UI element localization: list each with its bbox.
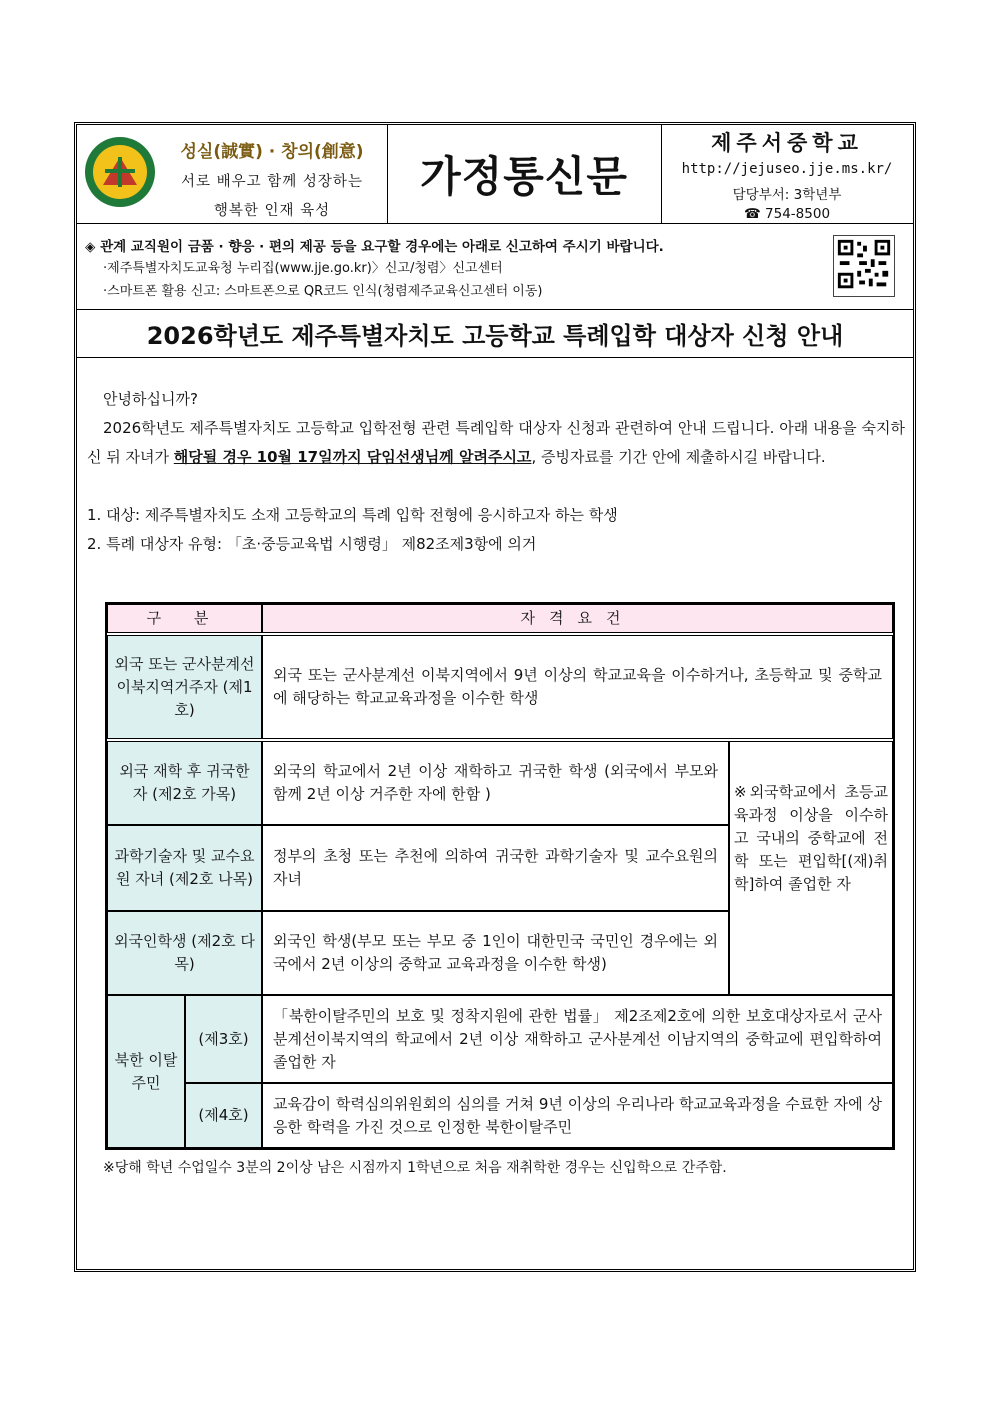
greeting: 안녕하십니까?	[103, 390, 198, 408]
letterhead-right	[661, 125, 913, 223]
intro-text-a: 2026학년도 제주특별자치도 고등학교 입학전형 관련 특례입학 대상자 신청과 관련하여 안내 드립니다. 아래 내용을 숙지하신 뒤 자녀가	[87, 419, 905, 466]
row6-sub-label: (제4호)	[185, 1083, 262, 1148]
motto-line-1: 성실(誠實) · 창의(創意)	[180, 142, 364, 162]
footnote: ※당해 학년 수업일수 3분의 2이상 남은 시점까지 1학년으로 처음 재취학한 경우는 신입학으로 간주함.	[103, 1160, 727, 1176]
row5-sub-label: (제3호)	[185, 995, 262, 1083]
document-frame	[74, 122, 916, 1272]
row5-text: 「북한이탈주민의 보호 및 정착지원에 관한 법률」 제2조제2호에 의한 보호대상자로서 군사분계선이북지역의 학교에서 2년 이상 재학하고 군사분계선 이남지역의 중학교에 편입학하여 졸업한 자	[262, 995, 893, 1083]
table-head-category: 구 분	[107, 604, 262, 633]
eligibility-table	[105, 602, 895, 1150]
intro-text-b: , 증빙자료를 기간 안에 제출하시길 바랍니다.	[531, 448, 826, 466]
newsletter-title: 가정통신문	[420, 152, 628, 201]
row3-label: 과학기술자 및 교수요원 자녀 (제2호 나목)	[107, 825, 262, 911]
motto-line-2: 서로 배우고 함께 성장하는	[181, 174, 363, 190]
notice-line-2: ·제주특별자치도교육청 누리집(www.jje.go.kr)〉신고/청렴〉신고센터	[103, 261, 503, 276]
motto-line-3: 행복한 인재 육성	[213, 203, 331, 219]
notice-line-1: ◈ 관계 교직원이 금품 · 향응 · 편의 제공 등을 요구할 경우에는 아래로 신고하여 주시기 바랍니다.	[85, 239, 664, 255]
row4-label: 외국인학생 (제2호 다목)	[107, 911, 262, 995]
intro-highlight: 해당될 경우 10월 17일까지 담임선생님께 알려주시고	[173, 448, 532, 466]
letter-body	[87, 385, 905, 559]
row2-label: 외국 재학 후 귀국한 자 (제2호 가목)	[107, 741, 262, 825]
department: 담당부서: 3학년부	[732, 187, 842, 203]
defector-label: 북한 이탈주민	[107, 995, 185, 1148]
letterhead-center	[387, 125, 662, 223]
table-head-requirement: 자격요건	[262, 604, 893, 633]
school-logo-icon	[83, 135, 157, 209]
phone-number: ☎ 754-8500	[743, 206, 831, 222]
school-name: 제주서중학교	[711, 131, 863, 155]
row4-text: 외국인 학생(부모 또는 부모 중 1인이 대한민국 국민인 경우에는 외국에서 2년 이상의 중학교 교육과정을 이수한 학생)	[262, 911, 729, 995]
page-title	[77, 309, 913, 358]
row2-text: 외국의 학교에서 2년 이상 재학하고 귀국한 학생 (외국에서 부모와 함께 2년 이상 거주한 자에 한함 )	[262, 741, 729, 825]
row3-text: 정부의 초청 또는 추천에 의하여 귀국한 과학기술자 및 교수요원의 자녀	[262, 825, 729, 911]
integrity-notice	[77, 223, 913, 310]
school-motto	[161, 137, 383, 220]
item-1: 1. 대상: 제주특별자치도 소재 고등학교의 특례 입학 전형에 응시하고자 하는 학생	[87, 506, 618, 524]
qr-code-icon	[833, 235, 895, 297]
item-2: 2. 특례 대상자 유형: 「초·중등교육법 시행령」 제82조제3항에 의거	[87, 535, 537, 553]
school-url: http://jejuseo.jje.ms.kr/	[681, 161, 893, 177]
notice-line-3: ·스마트폰 활용 신고: 스마트폰으로 QR코드 인식(청렴제주교육신고센터 이동)	[103, 284, 543, 299]
side-note: ※외국학교에서 초등교육과정 이상을 이수하고 국내의 중학교에 전학 또는 편입학[(재)취학]하여 졸업한 자	[729, 741, 893, 995]
row1-label: 외국 또는 군사분계선 이북지역거주자 (제1호)	[107, 635, 262, 739]
letterhead-left	[77, 125, 388, 223]
intro-paragraph	[87, 414, 905, 472]
row6-text: 교육감이 학력심의위원회의 심의를 거쳐 9년 이상의 우리나라 학교교육과정을 수료한 자에 상응한 학력을 가진 것으로 인정한 북한이탈주민	[262, 1083, 893, 1148]
row1-text: 외국 또는 군사분계선 이북지역에서 9년 이상의 학교교육을 이수하거나, 초등학교 및 중학교에 해당하는 학교교육과정을 이수한 학생	[262, 635, 893, 739]
page-title-text: 2026학년도 제주특별자치도 고등학교 특례입학 대상자 신청 안내	[146, 321, 844, 350]
letterhead	[77, 125, 913, 224]
